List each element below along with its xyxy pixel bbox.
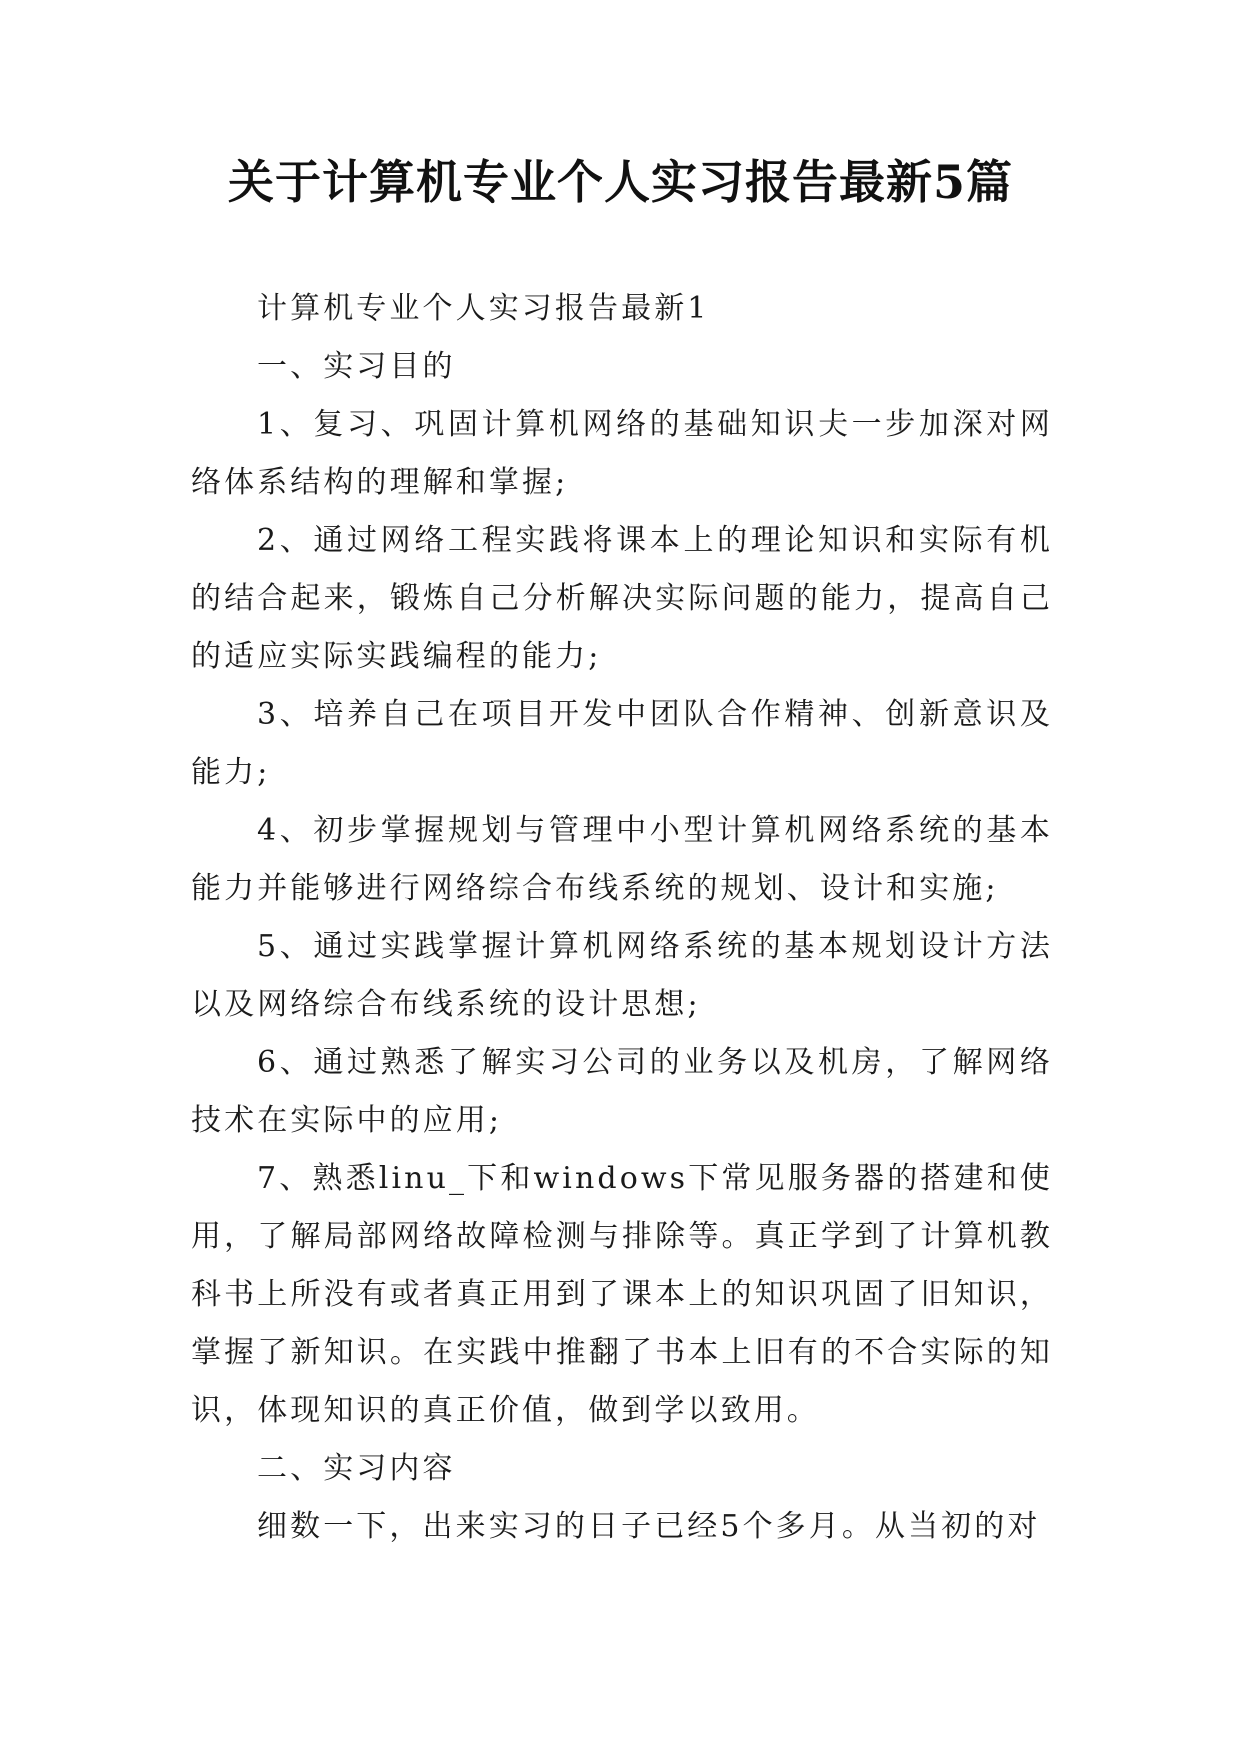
body-paragraph: 5、通过实践掌握计算机网络系统的基本规划设计方法以及网络综合布线系统的设计思想; <box>191 929 1053 1022</box>
section-heading: 计算机专业个人实习报告最新1 <box>257 291 710 326</box>
body-paragraph: 3、培养自己在项目开发中团队合作精神、创新意识及能力; <box>191 697 1053 790</box>
body-paragraph: 1、复习、巩固计算机网络的基础知识仧一步加深对网络体系结构的理解和掌握; <box>191 407 1053 500</box>
body-paragraph: 细数一下，出来实习的日子已经5个多月。从当初的对 <box>257 1509 1041 1544</box>
body-paragraph: 6、通过熟悉了解实习公司的业务以及机房，了解网络技术在实际中的应用; <box>191 1045 1053 1138</box>
document-body <box>191 280 1053 1556</box>
body-paragraph: 2、通过网络工程实践将课本上的理论知识和实际有机的结合起来，锻炼自己分析解决实际问题的能力，提高自己的适应实际实践编程的能力; <box>191 523 1053 674</box>
body-paragraph: 7、熟悉linu_下和windows下常见服务器的搭建和使用，了解局部网络故障检测与排除等。真正学到了计算机教科书上所没有或者真正用到了课本上的知识巩固了旧知识，掌握了新知识。在实践中推翻了书本上旧有的不合实际的知识，体现知识的真正价值，做到学以致用。 <box>191 1161 1053 1428</box>
subsection-heading: 一、实习目的 <box>257 349 456 384</box>
subsection-heading: 二、实习内容 <box>257 1451 456 1486</box>
body-paragraph: 4、初步掌握规划与管理中小型计算机网络系统的基本能力并能够进行网络综合布线系统的规划、设计和实施; <box>191 813 1053 906</box>
document-title: 关于计算机专业个人实习报告最新5篇 <box>227 155 1013 209</box>
